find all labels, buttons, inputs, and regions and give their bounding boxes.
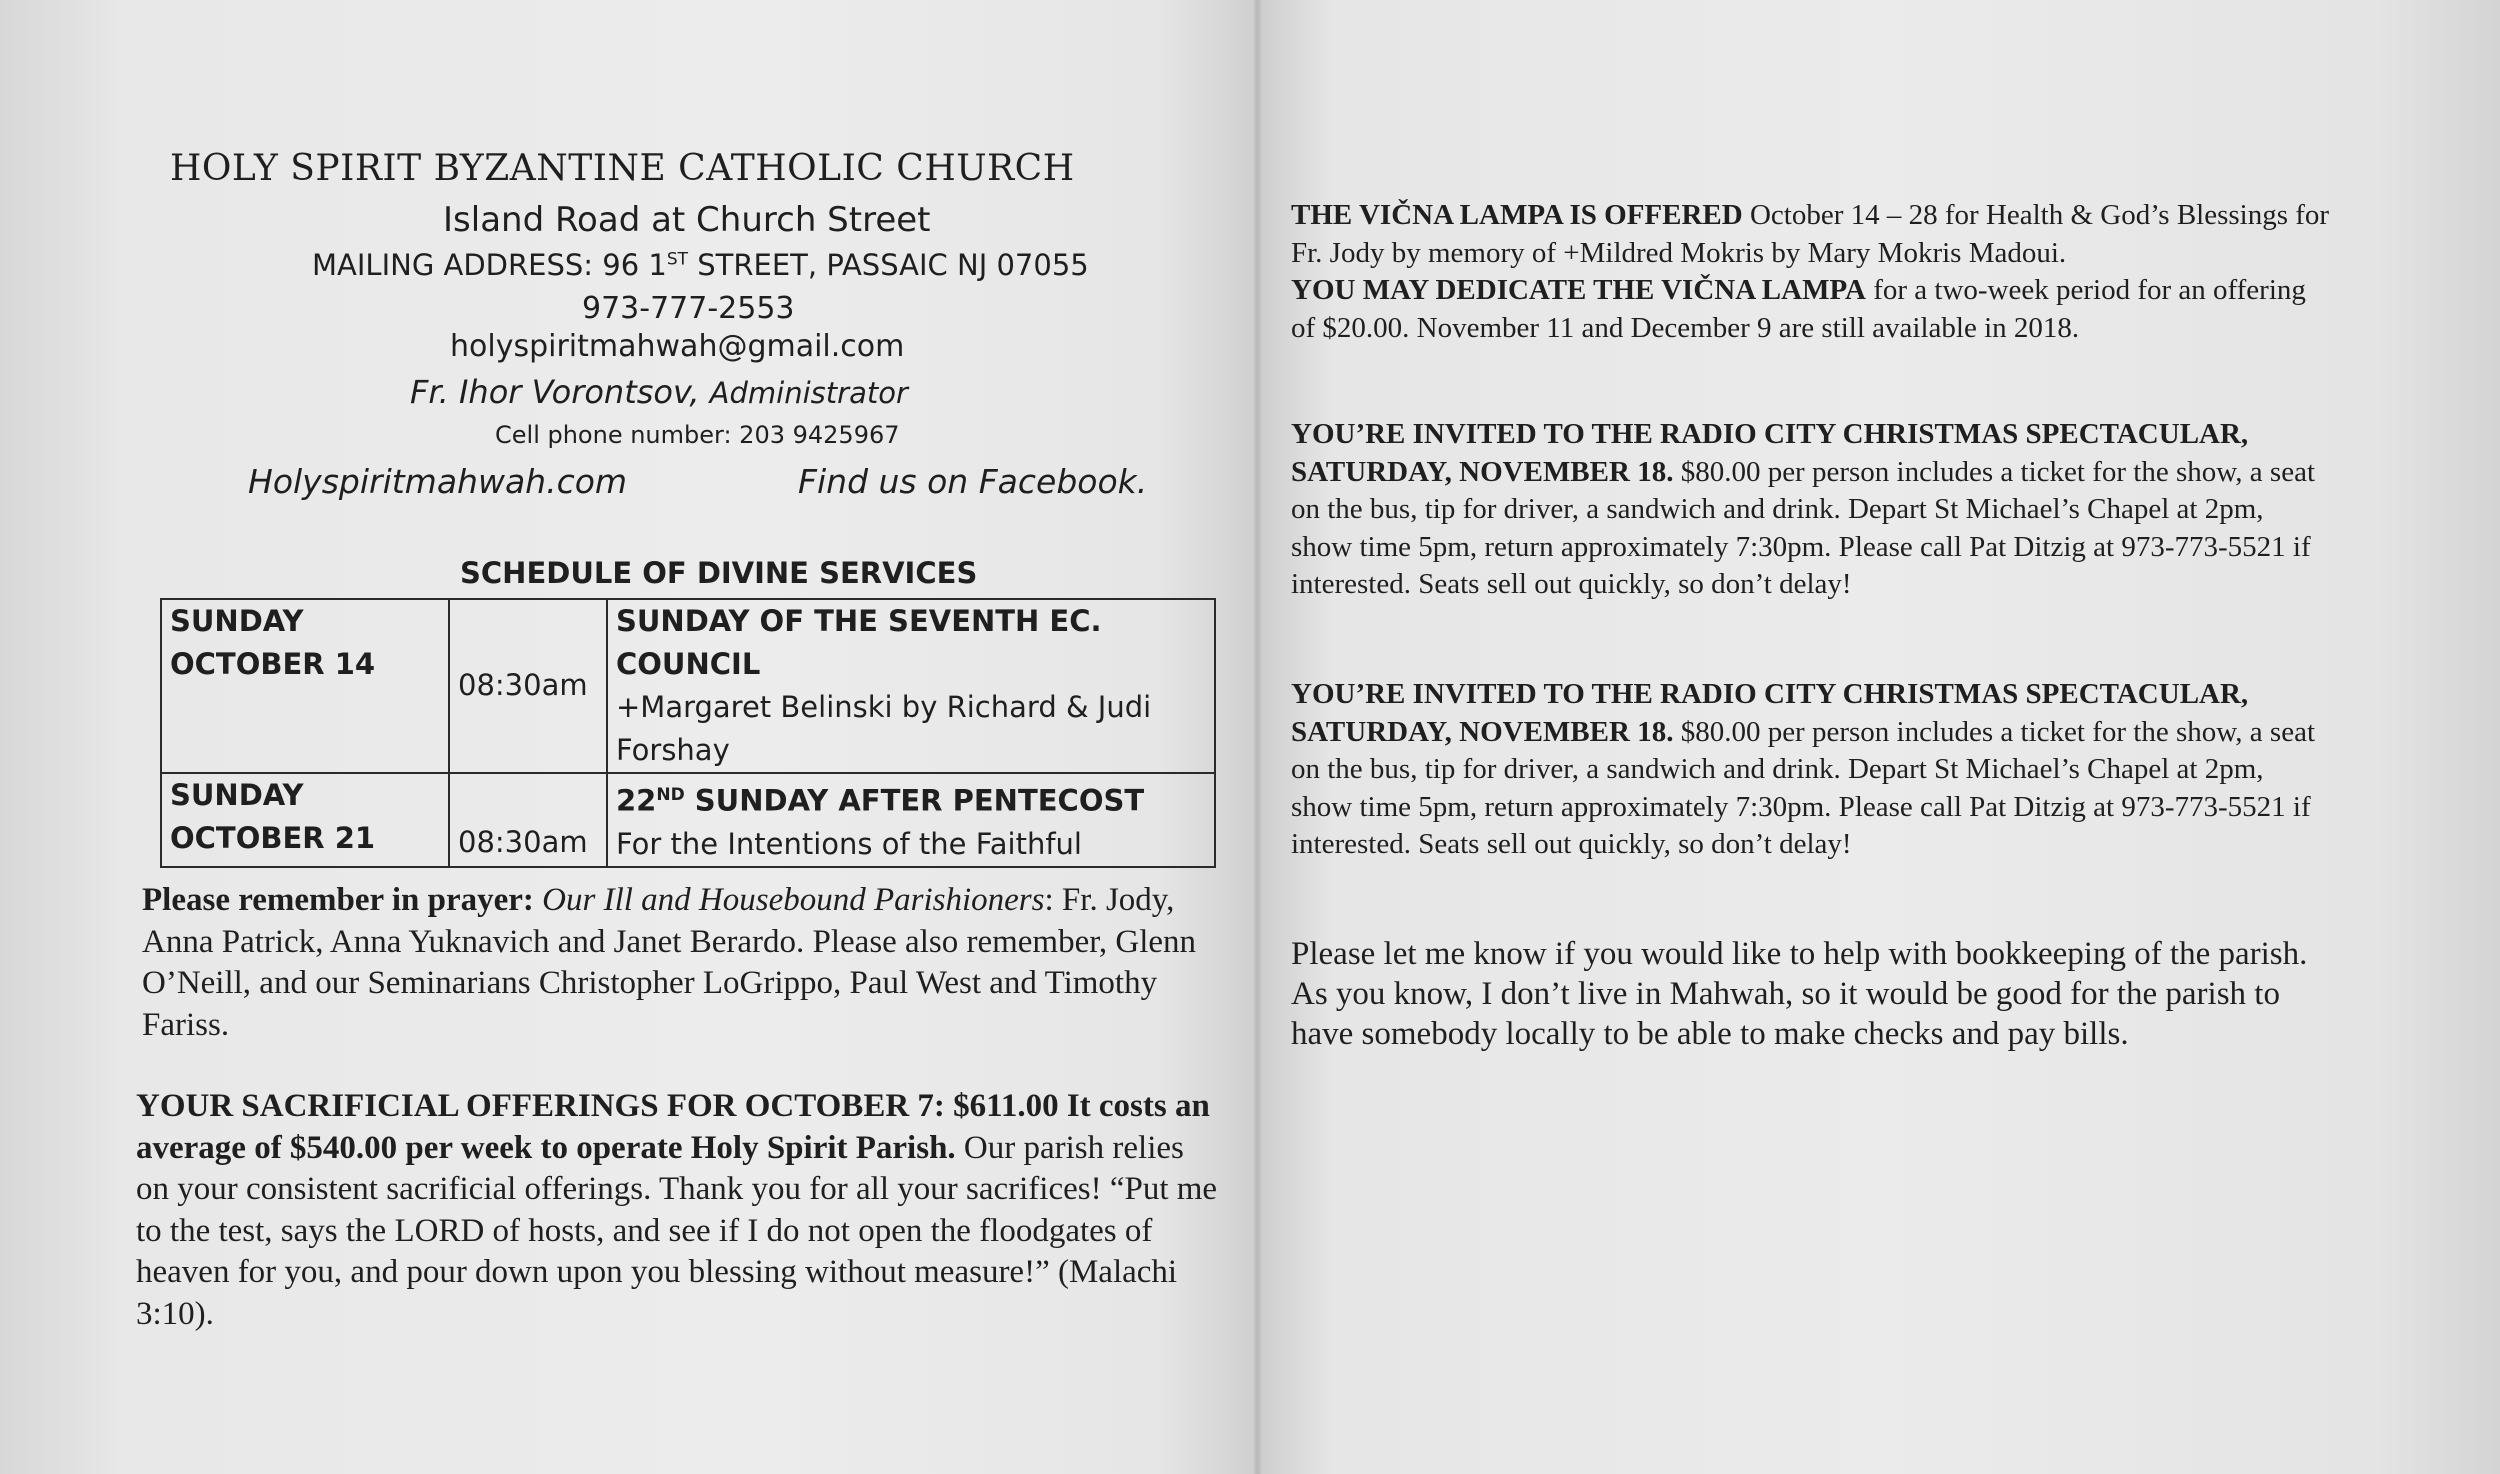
- church-location: Island Road at Church Street: [443, 200, 931, 240]
- prayer-paragraph: [142, 880, 1217, 1046]
- schedule-row: [161, 773, 1215, 867]
- schedule-event: [607, 773, 1215, 867]
- priest-name: Fr. Ihor Vorontsov,: [410, 373, 700, 411]
- schedule-time: 08:30am: [449, 773, 607, 867]
- schedule-event-title: [616, 774, 1206, 823]
- schedule-row: [161, 599, 1215, 773]
- priest-line: [410, 373, 908, 411]
- mailing-address: [312, 248, 1089, 282]
- invite-repeat-text: $80.00 per person includes a ticket for the show, a seat on the bus, tip for driver, a sandwich and drink. Depart St Michael’s Chapel at 2pm, show time 5pm, return approximately 7:30pm. Please call Pat Ditzig at 973-773-5521 if interested. Seats sell out quickly, so don’t delay!: [1291, 715, 2316, 860]
- schedule-date-text: OCTOBER 21: [170, 821, 376, 855]
- title-num: 22: [616, 783, 657, 818]
- church-email: holyspiritmahwah@gmail.com: [450, 329, 905, 364]
- schedule-day: SUNDAY: [170, 604, 304, 638]
- mailing-sup: ST: [666, 249, 689, 270]
- facebook-text: Find us on Facebook.: [798, 462, 1148, 501]
- schedule-day: SUNDAY: [170, 778, 304, 812]
- invite-text: $80.00 per person includes a ticket for the show, a seat on the bus, tip for driver, a sandwich and drink. Depart St Michael’s Chapel at 2pm, show time 5pm, return approximately 7:30pm. Please call Pat Ditzig at 973-773-5521 if interested. Seats sell out quickly, so don’t delay!: [1291, 455, 2316, 600]
- lampa-paragraph: [1291, 197, 2331, 347]
- schedule-intention: For the Intentions of the Faithful: [616, 826, 1082, 861]
- prayer-lead: Please remember in prayer:: [142, 882, 534, 918]
- mailing-prefix: MAILING ADDRESS: 96 1: [312, 248, 667, 282]
- prayer-text: : Fr. Jody, Anna Patrick, Anna Yuknavich and Janet Berardo. Please also remember, Glenn O’Neill, and our Seminarians Christopher LoGrippo, Paul West and Timothy Fariss.: [142, 882, 1197, 1043]
- schedule-date-text: OCTOBER 14: [170, 647, 376, 681]
- lampa-bold-1: THE VIČNA LAMPA IS OFFERED: [1291, 199, 1743, 231]
- schedule-heading: SCHEDULE OF DIVINE SERVICES: [460, 556, 978, 590]
- priest-role: Administrator: [709, 376, 908, 410]
- mailing-suffix: STREET, PASSAIC NJ 07055: [688, 248, 1089, 282]
- cell-phone: Cell phone number: 203 9425967: [495, 421, 900, 449]
- schedule-event: [607, 599, 1215, 773]
- schedule-event-title: SUNDAY OF THE SEVENTH EC. COUNCIL: [616, 604, 1102, 681]
- schedule-time: 08:30am: [449, 599, 607, 773]
- invite-bold: YOU’RE INVITED TO THE RADIO CITY CHRISTMAS SPECTACULAR, SATURDAY, NOVEMBER 18.: [1291, 418, 2249, 488]
- lampa-text-2: for a two-week period for an offering of $20.00. November 11 and December 9 are still available in 2018.: [1291, 274, 2306, 344]
- invite-paragraph: [1291, 416, 2331, 604]
- website-text: Holyspiritmahwah.com: [248, 462, 628, 501]
- offerings-text: Our parish relies on your consistent sacrificial offerings. Thank you for all your sacrifices! “Put me to the test, says the LORD of hosts, and see if I do not open the floodgates of heaven for you, and pour down upon you blessing without measure!” (Malachi 3:10).: [136, 1129, 1218, 1332]
- help-paragraph: Please let me know if you would like to help with bookkeeping of the parish. As you know, I don’t live in Mahwah, so it would be good for the parish to have somebody locally to be able to make checks and pay bills.: [1291, 936, 2308, 1052]
- invite-repeat-bold: YOU’RE INVITED TO THE RADIO CITY CHRISTMAS SPECTACULAR, SATURDAY, NOVEMBER 18.: [1291, 678, 2249, 748]
- schedule-table: [160, 598, 1216, 868]
- offerings-bold: YOUR SACRIFICIAL OFFERINGS FOR OCTOBER 7: $611.00 It costs an average of $540.00 per week to operate Holy Spirit Parish.: [136, 1088, 1210, 1166]
- title-rest: SUNDAY AFTER PENTECOST: [684, 783, 1145, 818]
- lampa-bold-2: YOU MAY DEDICATE THE VIČNA LAMPA: [1291, 274, 1866, 306]
- church-phone: 973-777-2553: [582, 291, 795, 326]
- schedule-date: [161, 773, 449, 867]
- page-fold: [1254, 0, 1262, 1474]
- schedule-intention: +Margaret Belinski by Richard & Judi Forshay: [616, 690, 1152, 767]
- schedule-date: [161, 599, 449, 773]
- lampa-text-1: October 14 – 28 for Health & God’s Blessings for Fr. Jody by memory of +Mildred Mokris by Mary Mokris Madoui.: [1291, 199, 2330, 269]
- offerings-paragraph: [136, 1086, 1221, 1335]
- prayer-group: Our Ill and Housebound Parishioners: [542, 882, 1045, 918]
- church-name: HOLY SPIRIT BYZANTINE CATHOLIC CHURCH: [170, 148, 1075, 189]
- invite-paragraph-repeat: [1291, 676, 2331, 864]
- title-sup: ND: [656, 785, 685, 805]
